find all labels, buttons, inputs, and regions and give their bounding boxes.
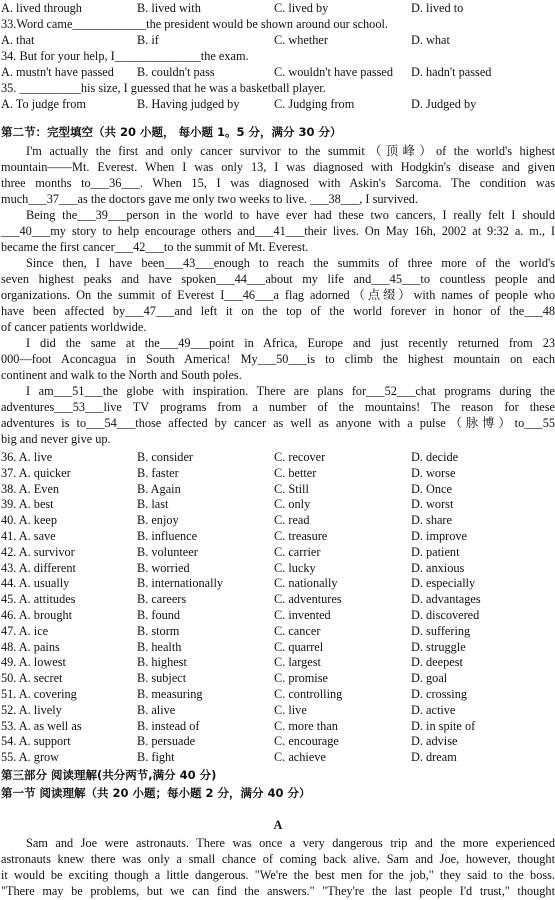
option: D. worst bbox=[411, 497, 454, 512]
option: B. last bbox=[137, 497, 169, 512]
option: C. live bbox=[274, 702, 307, 717]
option: D. lived to bbox=[411, 1, 464, 15]
option: D. suffering bbox=[411, 623, 471, 638]
cloze-option-row bbox=[0, 465, 555, 481]
option: 36. A. live bbox=[1, 450, 53, 464]
option: D. struggle bbox=[411, 639, 466, 654]
passage-a-label: A bbox=[273, 818, 283, 832]
part3-heading: 第三部分 阅读理解(共分两节,满分 40 分) bbox=[1, 768, 217, 782]
option: D. advantages bbox=[411, 592, 481, 607]
option: B. alive bbox=[137, 702, 176, 717]
option: 49. A. lowest bbox=[1, 655, 66, 670]
option: 48. A. pains bbox=[1, 639, 60, 654]
option: 51. A. covering bbox=[1, 687, 77, 701]
option: C. carrier bbox=[274, 544, 321, 559]
option: 42. A. survivor bbox=[1, 544, 75, 559]
option: B. found bbox=[137, 608, 181, 622]
cloze-option-row bbox=[0, 512, 555, 528]
option: C. Judging from bbox=[274, 97, 355, 111]
option: B. fight bbox=[137, 750, 175, 765]
option: D. improve bbox=[411, 529, 468, 543]
option: D. Once bbox=[411, 481, 452, 496]
option: C. Still bbox=[274, 481, 309, 496]
cloze-option-row bbox=[0, 670, 555, 686]
q34-stem: 34. But for your help, I______________the exam. bbox=[1, 49, 249, 63]
option: C. read bbox=[274, 513, 310, 528]
passage-line: adventures___53___live TV programs from a number of the mountains! The reason for these bbox=[1, 400, 555, 414]
passage-line: I am___51___the globe with inspiration. There are plans for___52___chat programs during the bbox=[26, 384, 555, 398]
passage-line: seven highest peaks and have spoken___44___about my life and___45___to countless people and bbox=[1, 272, 555, 286]
option: B. if bbox=[137, 33, 159, 47]
option: B. enjoy bbox=[137, 513, 179, 528]
q33-stem: 33.Word came____________the president would be shown around our school. bbox=[1, 17, 388, 31]
q35-options bbox=[0, 96, 555, 112]
option: D. patient bbox=[411, 544, 460, 559]
option: C. nationally bbox=[274, 576, 338, 591]
option: B. couldn't pass bbox=[137, 65, 215, 79]
cloze-option-row bbox=[0, 749, 555, 765]
passage-line: of cancer patients worldwide. bbox=[1, 320, 147, 334]
option: B. subject bbox=[137, 671, 187, 686]
cloze-option-row bbox=[0, 607, 555, 623]
passage-line: 000—foot Aconcagua in South America! My___50___is to climb the highest mountain on each bbox=[1, 352, 555, 366]
option: D. goal bbox=[411, 671, 448, 686]
option: C. more than bbox=[274, 718, 338, 733]
option: D. share bbox=[411, 513, 452, 528]
passage-line: adventures is to___54___those affected by cancer as well as anyone with a pulse（脉博）to___55 bbox=[1, 416, 555, 430]
option: 55. A. grow bbox=[1, 750, 60, 765]
option: C. cancer bbox=[274, 623, 321, 638]
option: D. decide bbox=[411, 450, 459, 464]
option: B. storm bbox=[137, 623, 180, 638]
cloze-option-row bbox=[0, 654, 555, 670]
option: 37. A. quicker bbox=[1, 465, 71, 480]
option: 53. A. as well as bbox=[1, 718, 82, 733]
passage-line: organizations. On the summit of Everest I___46___a flag adorned（点缀）with names of people who bbox=[1, 288, 555, 302]
option: 43. A. different bbox=[1, 560, 76, 575]
option: D. discovered bbox=[411, 608, 480, 622]
option: B. consider bbox=[137, 450, 194, 464]
cloze-option-row bbox=[0, 639, 555, 655]
reading-line: "There may be problems, but we can find the answers." "They're the last people I'd trust," thought bbox=[1, 884, 555, 898]
passage-line: much___37___as the doctors gave me only two weeks to live. ___38___, I survived. bbox=[1, 192, 418, 206]
cloze-option-row bbox=[0, 560, 555, 576]
reading-line: Sam and Joe were astronauts. There was once a very dangerous trip and the more experienced bbox=[26, 836, 555, 850]
option: B. highest bbox=[137, 655, 187, 670]
option: D. what bbox=[411, 33, 450, 47]
option: B. volunteer bbox=[137, 544, 198, 559]
option: B. lived with bbox=[137, 1, 201, 15]
option: C. quarrel bbox=[274, 639, 324, 654]
option: A. To judge from bbox=[1, 97, 86, 111]
option: C. better bbox=[274, 465, 317, 480]
cloze-option-row bbox=[0, 544, 555, 560]
option: B. instead of bbox=[137, 718, 200, 733]
cloze-option-row bbox=[0, 686, 555, 702]
passage-line: big and never give up. bbox=[1, 432, 111, 446]
option: 46. A. brought bbox=[1, 608, 73, 622]
option: B. internationally bbox=[137, 576, 224, 591]
reading-line: astronauts knew there was only a small chance of coming back alive. Sam and Joe, however, thought bbox=[1, 852, 555, 866]
cloze-option-row bbox=[0, 623, 555, 639]
option: C. only bbox=[274, 497, 311, 512]
option: A. mustn't have passed bbox=[1, 65, 114, 79]
option: C. lived by bbox=[274, 1, 329, 15]
option: C. achieve bbox=[274, 750, 326, 765]
option: B. faster bbox=[137, 465, 179, 480]
option: 38. A. Even bbox=[1, 481, 60, 496]
q33-options bbox=[0, 32, 555, 48]
option: D. anxious bbox=[411, 560, 465, 575]
option: B. persuade bbox=[137, 734, 196, 749]
option: 41. A. save bbox=[1, 529, 56, 543]
option: B. influence bbox=[137, 529, 198, 543]
option: 47. A. ice bbox=[1, 623, 49, 638]
option: 52. A. lively bbox=[1, 702, 62, 717]
option: C. whether bbox=[274, 33, 328, 47]
passage-line: have been affected by___47___and left it on the top of the world forever in honor of the___48 bbox=[1, 304, 555, 318]
option: 39. A. best bbox=[1, 497, 54, 512]
option: B. careers bbox=[137, 592, 187, 607]
cloze-option-row bbox=[0, 718, 555, 734]
option: D. crossing bbox=[411, 687, 468, 701]
option: A. that bbox=[1, 33, 35, 47]
section2-heading: 第二节：完型填空（共 20 小题， 每小题 1。5 分，满分 30 分） bbox=[1, 125, 342, 139]
option: A. lived through bbox=[1, 1, 82, 15]
cloze-option-row bbox=[0, 481, 555, 497]
option: C. adventures bbox=[274, 592, 342, 607]
option: 44. A. usually bbox=[1, 576, 70, 591]
passage-line: Being the___39___person in the world to have ever had these two cancers, I really felt I should bbox=[26, 208, 555, 222]
passage-line: ___40___my story to help encourage others and___41___their lives. On May 16h, 2002 at 9:32 a. m., I bbox=[1, 224, 555, 238]
option: D. advise bbox=[411, 734, 458, 749]
option: C. invented bbox=[274, 608, 331, 622]
option: D. dream bbox=[411, 750, 457, 765]
option: C. promise bbox=[274, 671, 328, 686]
option: C. encourage bbox=[274, 734, 339, 749]
passage-line: mountain——Mt. Everest. When I was only 13, I was diagnosed with Hodgkin's disease and given bbox=[1, 160, 555, 174]
cloze-option-row bbox=[0, 449, 555, 465]
cloze-option-row bbox=[0, 575, 555, 591]
option: D. hadn't passed bbox=[411, 65, 492, 79]
passage-line: I'm actually the first and only cancer survivor to the summit（顶峰）of the world's highest bbox=[26, 144, 555, 158]
cloze-option-row bbox=[0, 528, 555, 544]
cloze-option-row bbox=[0, 733, 555, 749]
passage-line: continent and walk to the North and South poles. bbox=[1, 368, 242, 382]
option: D. especially bbox=[411, 576, 476, 591]
option: D. active bbox=[411, 702, 456, 717]
passage-line: became the first cancer___42___to the summit of Mt. Everest. bbox=[1, 240, 309, 254]
option: D. worse bbox=[411, 465, 456, 480]
option: 45. A. attitudes bbox=[1, 592, 76, 607]
cloze-option-row bbox=[0, 702, 555, 718]
option: 50. A. secret bbox=[1, 671, 63, 686]
option: C. largest bbox=[274, 655, 321, 670]
q32-options bbox=[0, 0, 555, 16]
option: C. recover bbox=[274, 450, 326, 464]
option: B. Having judged by bbox=[137, 97, 240, 111]
option: 40. A. keep bbox=[1, 513, 58, 528]
passage-line: Since then, I have been___43___enough to reach the summits of three more of the world's bbox=[26, 256, 555, 270]
reading-line: it would be exciting though a little dangerous. "We're the best men for the job," they said to the boss. bbox=[1, 868, 555, 882]
option: D. Judged by bbox=[411, 97, 477, 111]
option: D. deepest bbox=[411, 655, 463, 670]
option: B. measuring bbox=[137, 687, 203, 701]
option: C. treasure bbox=[274, 529, 328, 543]
q35-stem: 35. __________his size, I guessed that he was a basketball player. bbox=[1, 81, 326, 95]
option: C. controlling bbox=[274, 687, 343, 701]
option: B. Again bbox=[137, 481, 181, 496]
passage-line: I did the same at the___49___point in Africa, Europe and just recently returned from 23 bbox=[26, 336, 555, 350]
part3-section1-heading: 第一节 阅读理解（共 20 小题；每小题 2 分，满分 40 分） bbox=[1, 786, 311, 800]
cloze-option-row bbox=[0, 591, 555, 607]
cloze-option-row bbox=[0, 496, 555, 512]
passage-line: three months to___36___. When 15, I was diagnosed with Askin's Sarcoma. The condition was bbox=[1, 176, 555, 190]
option: B. health bbox=[137, 639, 182, 654]
option: C. wouldn't have passed bbox=[274, 65, 394, 79]
option: C. lucky bbox=[274, 560, 316, 575]
option: B. worried bbox=[137, 560, 190, 575]
option: D. in spite of bbox=[411, 718, 476, 733]
q34-options bbox=[0, 64, 555, 80]
option: 54. A. support bbox=[1, 734, 71, 749]
